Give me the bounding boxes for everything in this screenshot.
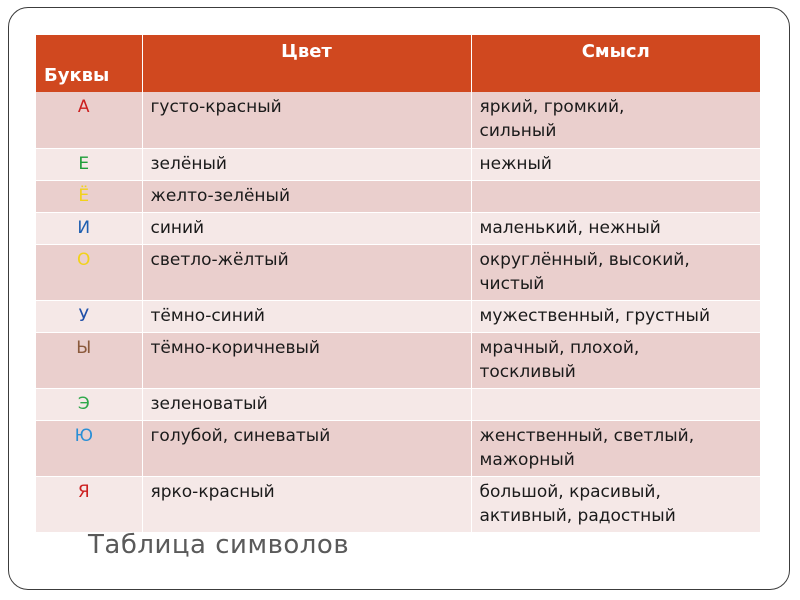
header-color (142, 35, 471, 92)
table-row (36, 92, 760, 148)
color-cell: синий (142, 212, 471, 244)
meaning-cell: яркий, громкий, сильный (471, 92, 760, 148)
symbols-table (36, 35, 760, 533)
color-cell: зелёный (142, 148, 471, 180)
meaning-cell: женственный, светлый, мажорный (471, 420, 760, 476)
header-letters-label: Буквы (44, 65, 110, 86)
table-row (36, 212, 760, 244)
meaning-cell: мрачный, плохой, тоскливый (471, 332, 760, 388)
table-row (36, 180, 760, 212)
meaning-cell: нежный (471, 148, 760, 180)
color-cell: желто-зелёный (142, 180, 471, 212)
meaning-cell: мужественный, грустный (471, 300, 760, 332)
meaning-cell (471, 180, 760, 212)
table-row (36, 148, 760, 180)
table-row (36, 476, 760, 532)
color-cell: светло-жёлтый (142, 244, 471, 300)
letter-cell: Ю (36, 420, 142, 476)
letter-cell: А (36, 92, 142, 148)
table-row (36, 420, 760, 476)
letter-cell: Ы (36, 332, 142, 388)
color-cell: зеленоватый (142, 388, 471, 420)
symbols-table-container (36, 35, 760, 533)
table-row (36, 300, 760, 332)
letter-cell: Э (36, 388, 142, 420)
color-cell: голубой, синеватый (142, 420, 471, 476)
header-meaning (471, 35, 760, 92)
meaning-cell: маленький, нежный (471, 212, 760, 244)
color-cell: густо-красный (142, 92, 471, 148)
meaning-cell: большой, красивый, активный, радостный (471, 476, 760, 532)
table-row (36, 388, 760, 420)
meaning-cell: округлённый, высокий, чистый (471, 244, 760, 300)
color-cell: тёмно-синий (142, 300, 471, 332)
color-cell: тёмно-коричневый (142, 332, 471, 388)
table-caption: Таблица символов (88, 530, 350, 560)
letter-cell: Ё (36, 180, 142, 212)
table-row (36, 244, 760, 300)
letter-cell: Е (36, 148, 142, 180)
meaning-cell (471, 388, 760, 420)
table-row (36, 332, 760, 388)
letter-cell: О (36, 244, 142, 300)
color-cell: ярко-красный (142, 476, 471, 532)
header-letters (36, 35, 142, 92)
letter-cell: Я (36, 476, 142, 532)
letter-cell: И (36, 212, 142, 244)
header-meaning-label: Смысл (581, 41, 650, 62)
table-header-row (36, 35, 760, 92)
header-color-label: Цвет (281, 41, 332, 62)
letter-cell: У (36, 300, 142, 332)
